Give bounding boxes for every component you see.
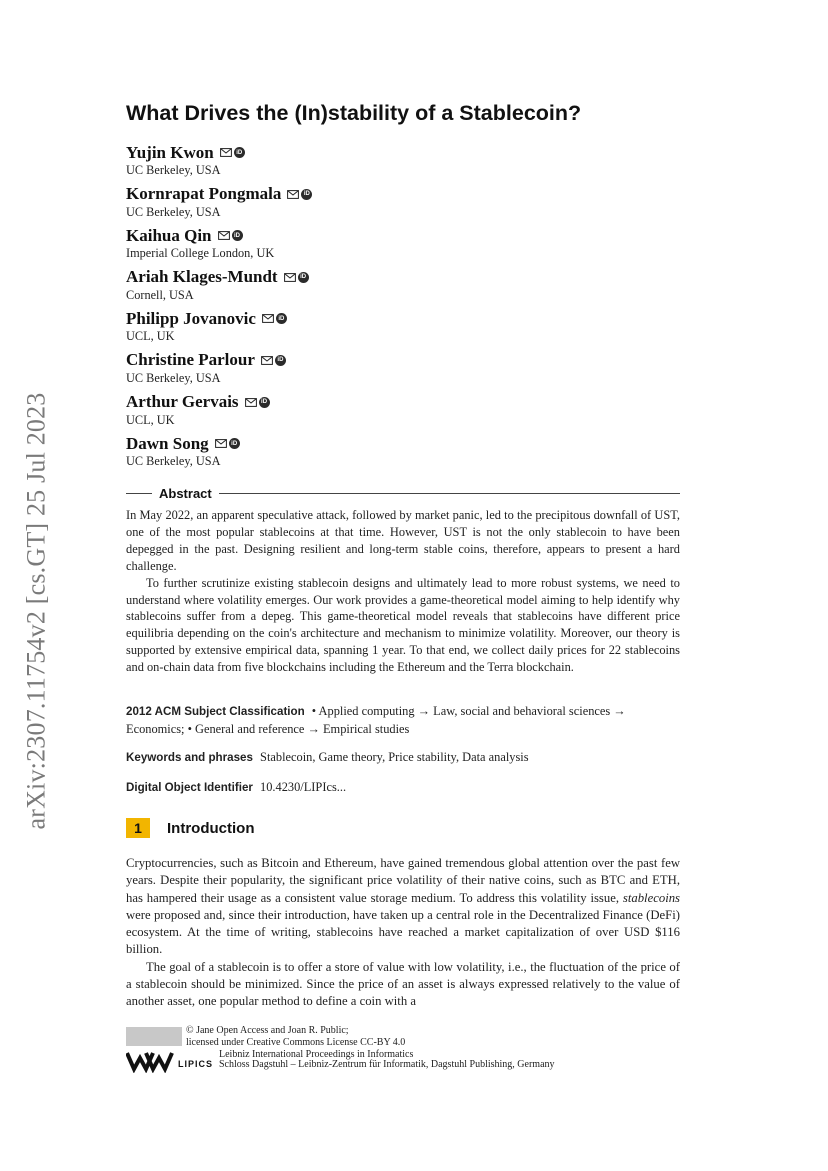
orcid-icon[interactable]: iD — [275, 355, 286, 366]
arxiv-stamp — [20, 376, 54, 846]
author-entry — [126, 433, 680, 475]
doi — [126, 779, 680, 797]
author-entry — [126, 350, 680, 392]
author-entry — [126, 142, 680, 184]
intro-text-run: were proposed and, since their introduction, have taken up a central role in the Decentralized Finance (DeFi) ecosystem. At the time of writing, stablecoins have reached a market capitalization of over USD $116 billion. — [126, 907, 680, 957]
author-name: Arthur Gervais — [126, 392, 239, 412]
publisher-line: Schloss Dagstuhl – Leibniz-Zentrum für Informatik, Dagstuhl Publishing, Germany — [219, 1059, 555, 1070]
author-affiliation: Cornell, USA — [126, 287, 194, 302]
introduction-text — [126, 855, 680, 1011]
author-line — [126, 184, 680, 205]
intro-text-run: Cryptocurrencies, such as Bitcoin and Ethereum, have gained tremendous global attention over the past few years. Despite their popularity, the significant price volatility of their native coins, such as BTC and ETH, has hampered their usage as a consistent value storage medium. To address this volatility issue, — [126, 856, 680, 905]
author-line — [126, 308, 680, 329]
mail-icon[interactable] — [220, 148, 232, 157]
author-name: Yujin Kwon — [126, 142, 214, 162]
abstract-paragraph: In May 2022, an apparent speculative attack, followed by market panic, led to the precipitous downfall of UST, one of the most popular stablecoins at that time. However, UST is not the only stablecoin to have been depegged in the past. Designing resilient and long-term stable coins, therefore, appears to present a hard challenge. — [126, 508, 680, 573]
abstract-heading — [126, 486, 680, 501]
keywords-label: Keywords and phrases — [126, 751, 253, 764]
author-entry — [126, 308, 680, 350]
author-affiliation: UC Berkeley, USA — [126, 163, 221, 177]
author-line — [126, 142, 680, 163]
arxiv-id: arXiv:2307.11754v2 [cs.GT] 25 Jul 2023 — [22, 392, 52, 830]
doi-value: 10.4230/LIPIcs... — [260, 780, 347, 794]
author-name: Kornrapat Pongmala — [126, 184, 282, 204]
author-line — [126, 225, 680, 246]
copyright-line: © Jane Open Access and Joan R. Public; — [186, 1025, 349, 1036]
mail-icon[interactable] — [261, 356, 273, 365]
author-entry — [126, 184, 680, 226]
orcid-icon[interactable]: iD — [259, 397, 270, 408]
author-list — [126, 142, 680, 475]
abstract-rule-right — [219, 493, 680, 494]
lipics-wordmark: LIPICS — [178, 1059, 214, 1069]
abstract-paragraph: To further scrutinize existing stablecoin designs and ultimately lead to more robust systems, we need to understand where volatility emerges. Our work provides a game-theoretical model aiming to help identify why stablecoins suffer from a depeg. This game-theoretical model reveals that stablecoins have different price equilibria depending on the coin's architecture and mechanism to minimize volatility. Moreover, our theory is supported by extensive empirical data, spanning 1 year. To that end, we collect daily prices for 22 stablecoins and on-chain data from five blockchains including the Ethereum and the Terra blockchain. — [126, 575, 680, 675]
author-affiliation: UC Berkeley, USA — [126, 370, 221, 385]
section-number: 1 — [126, 818, 150, 838]
mail-icon[interactable] — [284, 273, 296, 282]
keywords-value: Stablecoin, Game theory, Price stability, Data analysis — [260, 750, 529, 764]
paper-title: What Drives the (In)stability of a Stablecoin? — [126, 101, 582, 125]
author-line — [126, 433, 680, 454]
abstract-text — [126, 507, 680, 676]
cc-license-badge — [126, 1027, 182, 1046]
orcid-icon[interactable]: iD — [301, 189, 312, 200]
orcid-icon[interactable]: iD — [298, 272, 309, 283]
mail-icon[interactable] — [215, 439, 227, 448]
author-name: Philipp Jovanovic — [126, 308, 256, 328]
author-line — [126, 267, 680, 288]
author-line — [126, 392, 680, 413]
author-affiliation: UC Berkeley, USA — [126, 454, 221, 469]
footer-license-text — [186, 1025, 413, 1061]
mail-icon[interactable] — [287, 190, 299, 199]
keywords — [126, 749, 680, 767]
abstract-label: Abstract — [159, 486, 212, 501]
author-name: Kaihua Qin — [126, 225, 212, 245]
author-affiliation: UCL, UK — [126, 412, 175, 427]
acm-classification — [126, 703, 680, 738]
intro-paragraph: The goal of a stablecoin is to offer a store of value with low volatility, i.e., the fluctuation of the price of a stablecoin should be minimized. Since the price of an asset is always expressed relatively to the value of another asset, one popular method to define a coin with a — [126, 959, 680, 1009]
author-affiliation: Imperial College London, UK — [126, 246, 275, 261]
author-name: Christine Parlour — [126, 350, 255, 370]
intro-paragraph — [126, 855, 680, 959]
series-line: Leibniz International Proceedings in Informatics — [219, 1049, 414, 1060]
mail-icon[interactable] — [262, 314, 274, 323]
emphasis-stablecoins: stablecoins — [622, 890, 680, 905]
doi-label: Digital Object Identifier — [126, 781, 253, 794]
license-line: licensed under Creative Commons License CC-BY 4.0 — [186, 1037, 406, 1048]
author-entry — [126, 267, 680, 309]
mail-icon[interactable] — [218, 231, 230, 240]
abstract-rule-left — [126, 493, 152, 494]
author-affiliation: UCL, UK — [126, 329, 175, 344]
author-affiliation: UC Berkeley, USA — [126, 204, 221, 219]
section-title: Introduction — [167, 819, 255, 837]
lipics-logo-icon — [126, 1049, 174, 1073]
orcid-icon[interactable]: iD — [234, 147, 245, 158]
author-line — [126, 350, 680, 371]
acm-label: 2012 ACM Subject Classification — [126, 705, 305, 718]
mail-icon[interactable] — [245, 398, 257, 407]
orcid-icon[interactable]: iD — [232, 230, 243, 241]
author-entry — [126, 225, 680, 267]
section-heading — [126, 818, 254, 838]
author-entry — [126, 392, 680, 434]
author-name: Dawn Song — [126, 433, 209, 453]
orcid-icon[interactable]: iD — [229, 438, 240, 449]
acm-value: • Applied computing → Law, social and behavioral sciences → Economics; • General and reference → Empirical studies — [126, 704, 626, 736]
author-name: Ariah Klages-Mundt — [126, 267, 278, 287]
orcid-icon[interactable]: iD — [276, 313, 287, 324]
